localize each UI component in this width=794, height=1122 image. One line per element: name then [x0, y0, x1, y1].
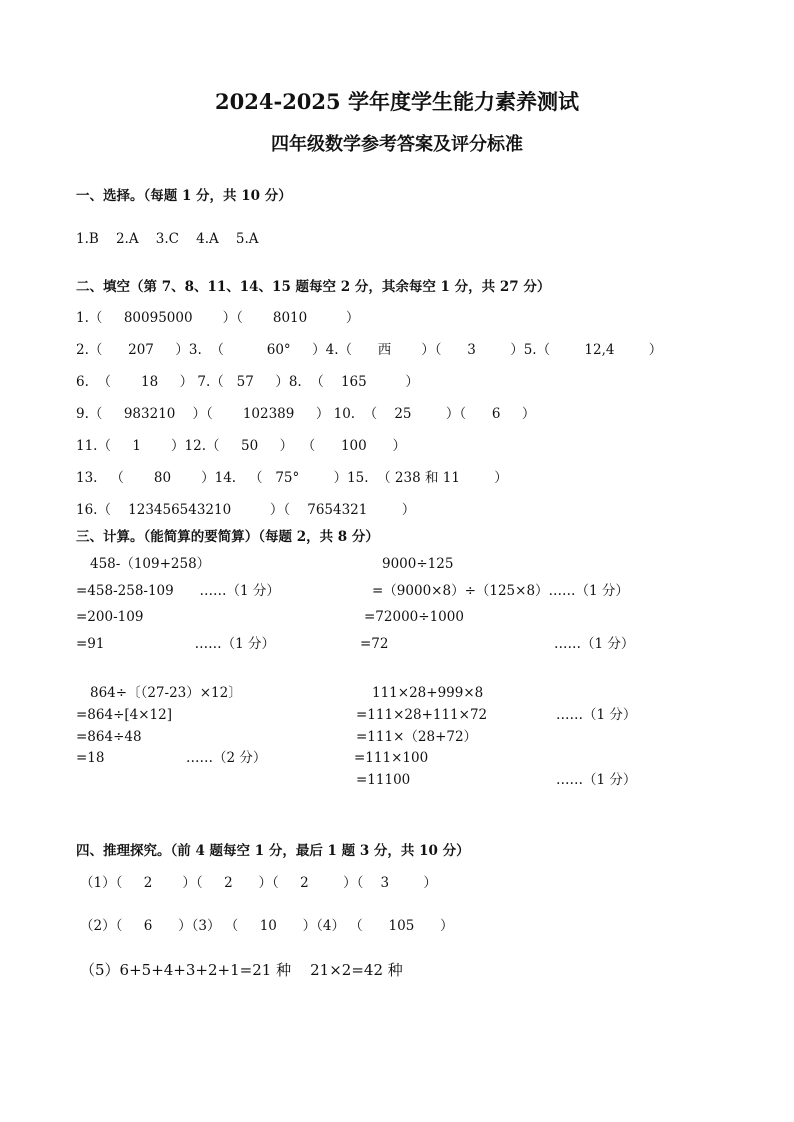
reason-line-1: （1）（ 2 ）（ 2 ）（ 2 ）（ 3 ）: [80, 875, 437, 891]
calc-2-line-2: =（9000×8）÷（125×8）……（1 分）: [372, 583, 629, 599]
calc-4-score-1: ……（1 分）: [556, 707, 637, 723]
calc-4-line-5: =11100: [356, 772, 411, 788]
calc-4-score-2: ……（1 分）: [556, 772, 637, 788]
fill-line-1: 1.（ 80095000 ）（ 8010 ）: [76, 310, 360, 326]
calc-1-line-1: 458-（109+258）: [90, 556, 211, 572]
section-1-answers: 1.B 2.A 3.C 4.A 5.A: [76, 231, 259, 247]
fill-line-2: 2.（ 207 ）3. （ 60° ）4.（ 西 ）（ 3 ）5.（ 12,4 ）: [76, 342, 663, 358]
fill-line-3: 6. （ 18 ） 7.（ 57 ）8. （ 165 ）: [76, 374, 419, 390]
calc-1-line-3: =200-109: [76, 609, 144, 625]
calc-1-line-2: =458-258-109 ……（1 分）: [76, 583, 280, 599]
section-4-heading: 四、推理探究。（前 4 题每空 1 分，最后 1 题 3 分，共 10 分）: [76, 843, 470, 859]
calc-4-line-2: =111×28+111×72: [356, 707, 488, 723]
calc-4-line-1: 111×28+999×8: [372, 685, 484, 701]
document-title: 2024-2025 学年度学生能力素养测试: [215, 89, 579, 114]
fill-line-6: 13. （ 80 ）14. （ 75° ）15. （ 238 和 11 ）: [76, 470, 508, 486]
calc-4-line-3: =111×（28+72）: [356, 729, 478, 745]
section-1-heading: 一、选择。（每题 1 分，共 10 分）: [76, 188, 292, 204]
section-3-heading: 三、计算。（能简算的要简算）（每题 2，共 8 分）: [76, 529, 379, 545]
section-2-heading: 二、填空（第 7、8、11、14、15 题每空 2 分，其余每空 1 分，共 27 分）: [76, 279, 551, 295]
reason-line-2: （2）（ 6 ）（3） （ 10 ）（4） （ 105 ）: [80, 918, 454, 934]
document-subtitle: 四年级数学参考答案及评分标准: [271, 134, 523, 155]
reason-line-3: （5）6+5+4+3+2+1=21 种 21×2=42 种: [80, 961, 403, 979]
fill-line-4: 9.（ 983210 ）（ 102389 ） 10. （ 25 ）（ 6 ）: [76, 406, 536, 422]
fill-line-7: 16.（ 123456543210 ）（ 7654321 ）: [76, 502, 416, 518]
calc-3-line-4: =18 ……（2 分）: [76, 750, 267, 766]
calc-3-line-1: 864÷〔（27-23）×12〕: [90, 685, 242, 701]
fill-line-5: 11.（ 1 ）12.（ 50 ） （ 100 ）: [76, 438, 406, 454]
calc-1-line-4: =91 ……（1 分）: [76, 636, 275, 652]
calc-4-line-4: =111×100: [354, 750, 429, 766]
calc-2-line-4: =72: [360, 636, 389, 652]
calc-2-line-3: =72000÷1000: [364, 609, 464, 625]
calc-3-line-3: =864÷48: [76, 729, 142, 745]
calc-2-score: ……（1 分）: [554, 636, 635, 652]
calc-2-line-1: 9000÷125: [382, 556, 454, 572]
calc-3-line-2: =864÷[4×12]: [76, 707, 173, 723]
